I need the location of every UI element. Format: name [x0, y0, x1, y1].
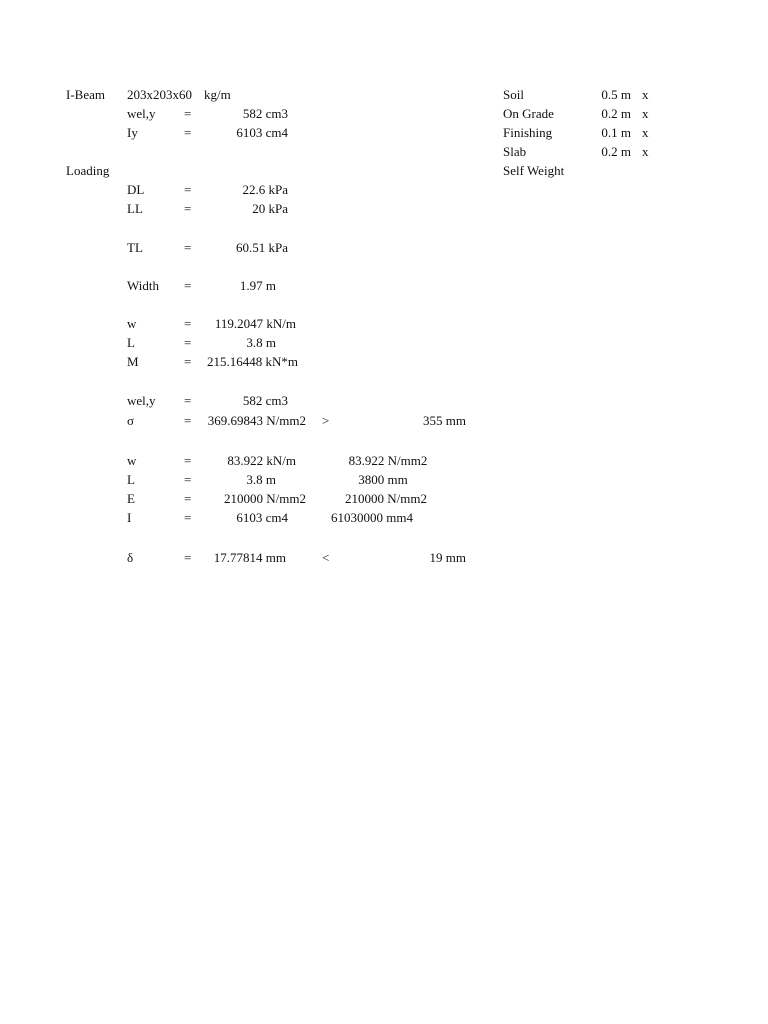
row-label: TL — [127, 240, 143, 255]
row-value: 210000 N/mm2 — [224, 491, 306, 506]
equals-sign: = — [184, 106, 192, 121]
row-value: 60.51 kPa — [236, 240, 288, 255]
converted-value: 3800 mm — [358, 472, 408, 487]
right-row-label: Finishing — [503, 125, 553, 140]
row-label: L — [127, 335, 135, 350]
row-value: 582 cm3 — [242, 106, 288, 121]
row-label: w — [127, 316, 137, 331]
row-label: δ — [127, 550, 134, 565]
section-designation: 203x203x60 — [127, 87, 192, 102]
equals-sign: = — [184, 413, 192, 428]
ibeam-label: I-Beam — [66, 87, 105, 102]
right-row-value: 0.2 m — [601, 106, 631, 121]
row-value: 17.77814 mm — [213, 550, 286, 565]
right-row-value: 0.2 m — [601, 144, 631, 159]
equals-sign: = — [184, 453, 192, 468]
row-value: 582 cm3 — [242, 393, 288, 408]
row-value: 6103 cm4 — [236, 125, 288, 140]
row-value: 119.2047 kN/m — [214, 316, 296, 331]
right-row-label: Self Weight — [503, 163, 565, 178]
equals-sign: = — [184, 354, 192, 369]
section-unit: kg/m — [204, 87, 231, 102]
row-value: 1.97 m — [239, 278, 276, 293]
equals-sign: = — [184, 491, 192, 506]
row-label: LL — [127, 201, 143, 216]
right-row-label: On Grade — [503, 106, 554, 121]
row-label: wel,y — [127, 106, 156, 121]
row-label: DL — [127, 182, 145, 197]
equals-sign: = — [184, 472, 192, 487]
row-value: 83.922 kN/m — [227, 453, 296, 468]
row-label: σ — [127, 413, 135, 428]
right-row-label: Soil — [503, 87, 524, 102]
equals-sign: = — [184, 125, 192, 140]
multiply-marker: x — [642, 106, 649, 121]
equals-sign: = — [184, 201, 192, 216]
row-value: 22.6 kPa — [242, 182, 288, 197]
equals-sign: = — [184, 240, 192, 255]
converted-value: 210000 N/mm2 — [345, 491, 427, 506]
row-label: wel,y — [127, 393, 156, 408]
limit-value: 19 mm — [429, 550, 466, 565]
right-row-label: Slab — [503, 144, 527, 159]
right-row-value: 0.1 m — [601, 125, 631, 140]
equals-sign: = — [184, 510, 192, 525]
converted-value: 83.922 N/mm2 — [348, 453, 428, 468]
row-value: 6103 cm4 — [236, 510, 288, 525]
converted-value: 61030000 mm4 — [331, 510, 413, 525]
row-label: M — [127, 354, 139, 369]
equals-sign: = — [184, 316, 192, 331]
row-value: 369.69843 N/mm2 — [207, 413, 306, 428]
row-label: Iy — [127, 125, 138, 140]
equals-sign: = — [184, 182, 192, 197]
row-label: Width — [127, 278, 159, 293]
limit-value: 355 mm — [423, 413, 466, 428]
comparison-sign: < — [322, 550, 330, 565]
row-label: L — [127, 472, 135, 487]
loading-label: Loading — [66, 163, 110, 178]
equals-sign: = — [184, 335, 192, 350]
row-label: E — [127, 491, 135, 506]
multiply-marker: x — [642, 87, 649, 102]
equals-sign: = — [184, 550, 192, 565]
multiply-marker: x — [642, 144, 649, 159]
equals-sign: = — [184, 393, 192, 408]
right-row-value: 0.5 m — [601, 87, 631, 102]
row-label: w — [127, 453, 137, 468]
row-value: 20 kPa — [252, 201, 288, 216]
row-label: I — [127, 510, 132, 525]
row-value: 215.16448 kN*m — [207, 354, 298, 369]
equals-sign: = — [184, 278, 192, 293]
row-value: 3.8 m — [246, 335, 276, 350]
row-value: 3.8 m — [246, 472, 276, 487]
comparison-sign: > — [322, 413, 330, 428]
multiply-marker: x — [642, 125, 649, 140]
